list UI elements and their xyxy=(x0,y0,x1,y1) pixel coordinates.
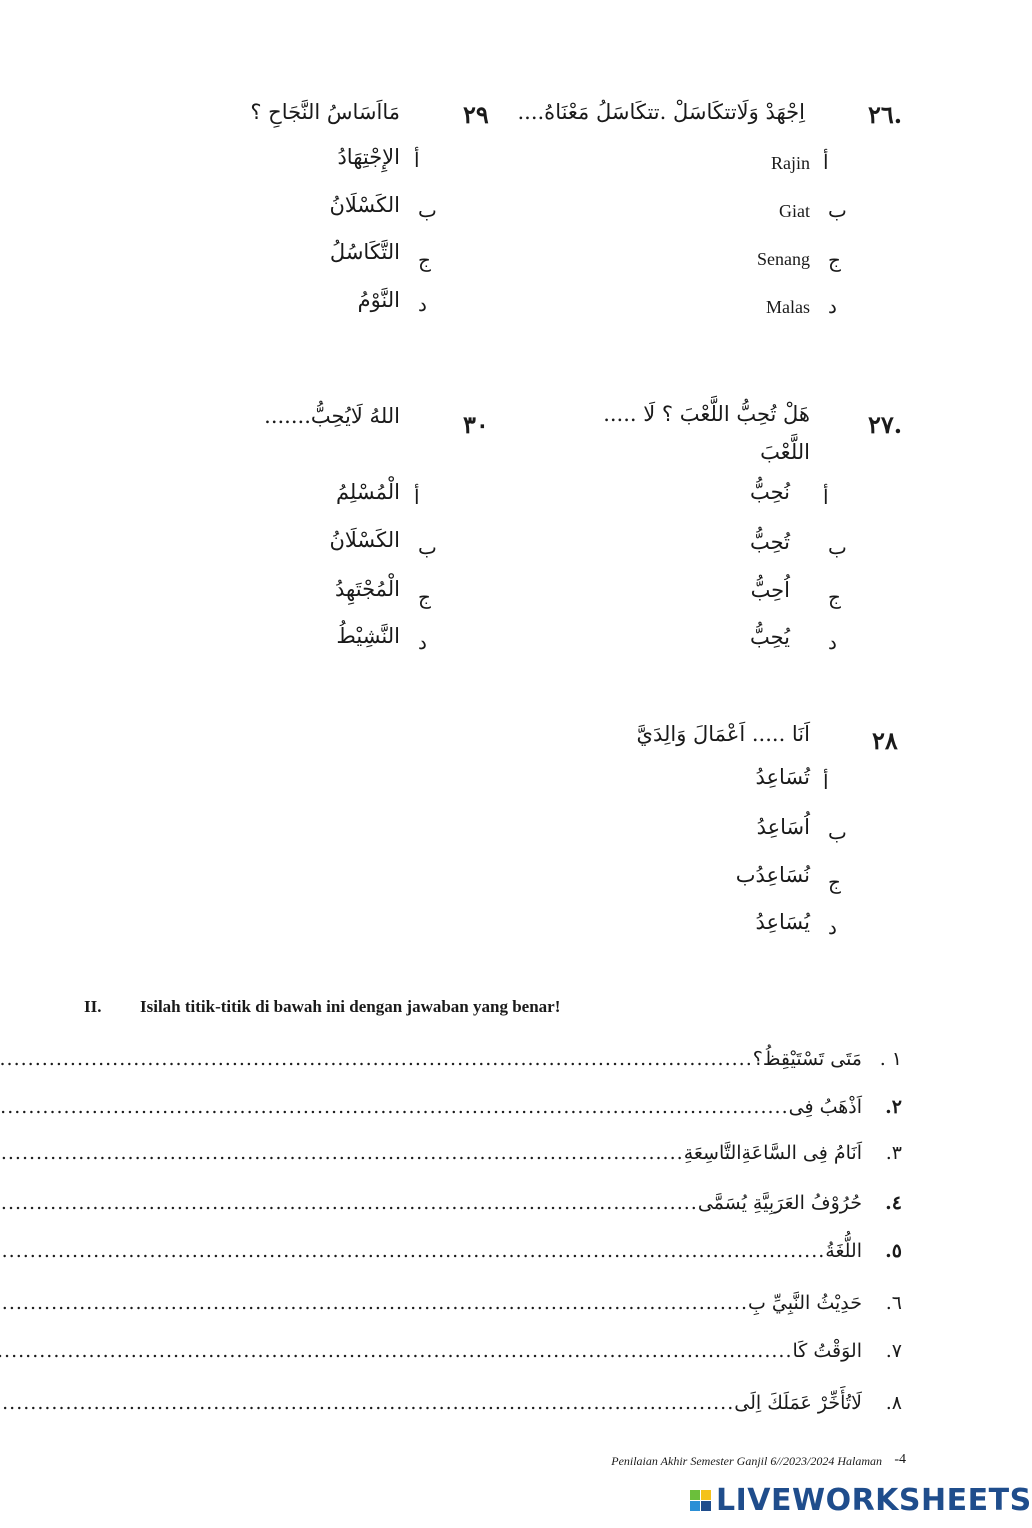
fill-item-3-blank[interactable] xyxy=(0,1142,684,1164)
q29-option-c-label: ج xyxy=(418,248,431,272)
q30-option-a[interactable]: الْمُسْلِمُ xyxy=(335,480,400,504)
q30-option-c-label: ج xyxy=(418,585,431,609)
q28-option-d[interactable]: يُسَاعِدُ xyxy=(755,910,810,934)
q29-option-a[interactable]: الإِجْتِهَادُ xyxy=(337,145,400,169)
fill-item-2-question: اَذْهَبُ فِى xyxy=(788,1096,862,1118)
fill-item-6-number: ٦. xyxy=(885,1292,902,1314)
q27-option-b[interactable]: تُحِبُّ xyxy=(749,530,790,554)
question-28-text: اَنَا ..... اَعْمَالَ وَالِدَيَّ xyxy=(636,722,810,746)
page-number: -4 xyxy=(894,1452,906,1467)
fill-item-2-number: ٢. xyxy=(885,1096,902,1118)
question-28-number: ٢٨ xyxy=(872,726,898,755)
question-29-text: مَااَسَاسُ النَّجَاحِ ؟ xyxy=(250,100,400,124)
q26-option-d[interactable]: Malas xyxy=(766,297,810,317)
q28-option-a[interactable]: تُسَاعِدُ xyxy=(755,765,810,789)
q27-option-a[interactable]: نُحِبُّ xyxy=(749,480,790,504)
fill-item-1-question: مَتَى تَسْتَيْقِظُ؟ xyxy=(752,1048,862,1070)
question-30-number: ٣٠ xyxy=(463,410,489,439)
fill-item-6 xyxy=(98,1282,902,1314)
q26-option-b-label: ب xyxy=(828,198,847,222)
q29-option-d[interactable]: النَّوْمُ xyxy=(357,288,400,312)
fill-item-8-question: لَاتُأَخِّرْ عَمَلَكَ اِلَى xyxy=(734,1392,862,1414)
q27-option-c-label: ج xyxy=(828,585,841,609)
fill-item-6-question: حَدِيْثُ النَّبِيِّ بِ xyxy=(748,1292,862,1314)
q29-option-b[interactable]: الكَسْلَانُ xyxy=(329,193,400,217)
fill-item-8-blank[interactable] xyxy=(0,1392,734,1414)
q26-option-a-label: أ xyxy=(823,150,829,174)
q30-option-d-label: د xyxy=(418,630,427,654)
q30-option-d[interactable]: النَّشِيْطُ xyxy=(336,624,400,648)
q27-option-d-label: د xyxy=(828,630,837,654)
q27-option-d[interactable]: يُحِبُّ xyxy=(749,625,790,649)
fill-item-5-question: اللُّغَةُ xyxy=(825,1240,862,1262)
q29-option-c[interactable]: التَّكَاسُلُ xyxy=(329,240,400,264)
q30-option-a-label: أ xyxy=(414,485,420,509)
fill-item-7-blank[interactable] xyxy=(0,1340,793,1362)
fill-item-5-number: ٥. xyxy=(885,1240,902,1262)
q28-option-c-label: ج xyxy=(828,870,841,894)
q28-option-d-label: د xyxy=(828,915,837,939)
question-27-text: هَلْ تُحِبُّ اللَّعْبَ ؟ لَا ..... xyxy=(603,402,810,426)
fill-item-7-number: ٧. xyxy=(885,1340,902,1362)
fill-item-4 xyxy=(98,1182,902,1214)
q27-option-b-label: ب xyxy=(828,535,847,559)
fill-item-8-number: ٨. xyxy=(885,1392,902,1414)
q28-option-b-label: ب xyxy=(828,820,847,844)
question-27-number: ٢٧. xyxy=(868,410,903,439)
question-26-text: اِجْهَدْ وَلَاتتكَاسَلْ .تتكَاسَلُ مَعْنَاهُ.... xyxy=(517,100,805,124)
page-footer-text: Penilaian Akhir Semester Ganjil 6//2023/2024 Halaman xyxy=(611,1454,882,1468)
q28-option-a-label: أ xyxy=(823,770,829,794)
q29-option-a-label: أ xyxy=(414,148,420,172)
fill-item-4-question: حُرُوْفُ العَرَبِيَّةِ يُسَمَّى xyxy=(697,1192,862,1214)
fill-item-2 xyxy=(98,1086,902,1118)
liveworksheets-logo-icon xyxy=(690,1490,712,1512)
fill-item-3 xyxy=(98,1132,902,1164)
fill-item-1 xyxy=(98,1038,902,1070)
fill-item-4-blank[interactable] xyxy=(0,1192,698,1214)
q26-option-c-label: ج xyxy=(828,248,841,272)
fill-item-1-blank[interactable] xyxy=(0,1048,753,1070)
fill-item-7 xyxy=(98,1330,902,1362)
fill-item-3-question: اَنَامُ فِى السَّاعَةِالتَّاسِعَةِ xyxy=(683,1142,862,1164)
q30-option-b-label: ب xyxy=(418,535,437,559)
section-2-roman: II. xyxy=(84,997,102,1016)
question-30-text: اللهُ لَايُحِبُّ....... xyxy=(264,404,400,428)
q26-option-a[interactable]: Rajin xyxy=(771,153,810,173)
fill-item-3-number: ٣. xyxy=(885,1142,902,1164)
q30-option-b[interactable]: الكَسْلَانُ xyxy=(329,528,400,552)
fill-item-7-question: الوَقْتُ كَا xyxy=(792,1340,862,1362)
fill-item-5 xyxy=(98,1230,902,1262)
fill-item-5-blank[interactable] xyxy=(0,1240,825,1262)
fill-item-6-blank[interactable] xyxy=(0,1292,748,1314)
question-27-text-line2: اللَّعْبَ xyxy=(760,440,810,464)
q26-option-b[interactable]: Giat xyxy=(779,201,810,221)
liveworksheets-brand[interactable]: LIVEWORKSHEETS xyxy=(716,1483,1032,1518)
q26-option-c[interactable]: Senang xyxy=(757,249,810,269)
fill-item-2-blank[interactable] xyxy=(0,1096,789,1118)
fill-item-8 xyxy=(98,1382,902,1414)
q28-option-c[interactable]: نُسَاعِدُب xyxy=(735,863,810,887)
q29-option-d-label: د xyxy=(418,292,427,316)
question-26-number: ٢٦. xyxy=(868,100,903,129)
q30-option-c[interactable]: الْمُجْتَهِدُ xyxy=(335,577,400,601)
fill-item-1-number: ١ . xyxy=(879,1048,902,1070)
question-29-number: ٢٩ xyxy=(463,100,489,129)
fill-item-4-number: ٤. xyxy=(885,1192,902,1214)
q26-option-d-label: د xyxy=(828,294,837,318)
q27-option-a-label: أ xyxy=(823,485,829,509)
q28-option-b[interactable]: اُسَاعِدُ xyxy=(756,815,810,839)
q27-option-c[interactable]: اُحِبُّ xyxy=(750,578,790,602)
section-2-title: Isilah titik-titik di bawah ini dengan jawaban yang benar! xyxy=(140,997,561,1016)
q29-option-b-label: ب xyxy=(418,198,437,222)
